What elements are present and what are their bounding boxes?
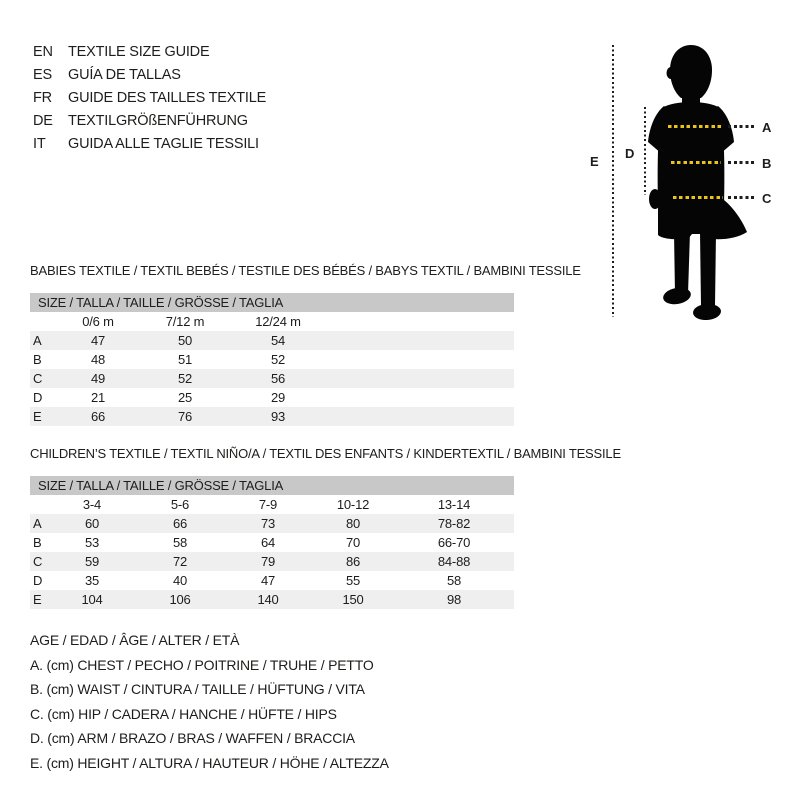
value-cell: 72 bbox=[172, 554, 188, 569]
value-cell: 84-88 bbox=[437, 554, 471, 569]
language-code: IT bbox=[33, 136, 46, 152]
waist-measure-label: B bbox=[762, 156, 772, 171]
value-cell: 76 bbox=[177, 409, 193, 424]
column-header-cell: 3-4 bbox=[82, 497, 102, 512]
legend-line-hip: C. (cm) HIP / CADERA / HANCHE / HÜFTE / HIPS bbox=[30, 705, 337, 722]
value-cell: 73 bbox=[260, 516, 276, 531]
waist-measure-dash-yellow bbox=[671, 161, 721, 164]
children-section-title: CHILDREN’S TEXTILE / TEXTIL NIÑO/A / TEXTIL DES ENFANTS / KINDERTEXTIL / BAMBINI TESSILE bbox=[30, 446, 621, 461]
value-cell: 64 bbox=[260, 535, 276, 550]
value-cell: 47 bbox=[260, 573, 276, 588]
language-label: GUIDA ALLE TAGLIE TESSILI bbox=[68, 136, 259, 152]
language-label: GUIDE DES TAILLES TEXTILE bbox=[68, 90, 267, 106]
value-cell: 70 bbox=[345, 535, 361, 550]
value-cell: 59 bbox=[84, 554, 100, 569]
table-row bbox=[30, 533, 514, 552]
measurement-figure bbox=[570, 20, 800, 328]
table-row bbox=[30, 331, 514, 350]
value-cell: 55 bbox=[345, 573, 361, 588]
empty-cell bbox=[30, 312, 48, 331]
language-label: TEXTILE SIZE GUIDE bbox=[68, 44, 210, 60]
legend-line-chest: A. (cm) CHEST / PECHO / POITRINE / TRUHE / PETTO bbox=[30, 656, 374, 673]
column-header-cell: 10-12 bbox=[336, 497, 370, 512]
value-cell: 49 bbox=[90, 371, 106, 386]
legend-line-age: AGE / EDAD / ÂGE / ALTER / ETÀ bbox=[30, 632, 240, 648]
babies-size-header: SIZE / TALLA / TAILLE / GRÖSSE / TAGLIA bbox=[30, 293, 514, 312]
empty-cell bbox=[334, 331, 514, 350]
babies-size-table bbox=[30, 293, 514, 426]
row-label-cell: D bbox=[33, 573, 43, 588]
value-cell: 58 bbox=[446, 573, 462, 588]
value-cell: 93 bbox=[270, 409, 286, 424]
hip-measure-dash-yellow bbox=[673, 196, 723, 199]
row-label-cell: C bbox=[33, 371, 43, 386]
height-measure-label: E bbox=[590, 154, 599, 169]
empty-cell bbox=[334, 312, 514, 331]
row-label-cell: B bbox=[33, 352, 42, 367]
empty-cell bbox=[30, 495, 48, 514]
column-header-cell: 7-9 bbox=[258, 497, 278, 512]
language-code: DE bbox=[33, 113, 53, 129]
column-header-cell: 7/12 m bbox=[165, 314, 205, 329]
child-silhouette-image bbox=[646, 42, 758, 324]
empty-cell bbox=[334, 388, 514, 407]
value-cell: 47 bbox=[90, 333, 106, 348]
height-measure-line bbox=[612, 45, 614, 317]
value-cell: 52 bbox=[270, 352, 286, 367]
column-header-cell: 13-14 bbox=[437, 497, 471, 512]
value-cell: 56 bbox=[270, 371, 286, 386]
language-label: GUÍA DE TALLAS bbox=[68, 67, 181, 83]
table-row bbox=[30, 571, 514, 590]
children-size-header: SIZE / TALLA / TAILLE / GRÖSSE / TAGLIA bbox=[30, 476, 514, 495]
row-label-cell: A bbox=[33, 516, 42, 531]
row-label-cell: D bbox=[33, 390, 43, 405]
value-cell: 140 bbox=[257, 592, 279, 607]
language-row bbox=[33, 64, 266, 87]
value-cell: 66-70 bbox=[437, 535, 471, 550]
legend-line-waist: B. (cm) WAIST / CINTURA / TAILLE / HÜFTUNG / VITA bbox=[30, 681, 365, 697]
value-cell: 35 bbox=[84, 573, 100, 588]
table-row bbox=[30, 552, 514, 571]
row-label-cell: E bbox=[33, 409, 42, 424]
chest-measure-dash bbox=[728, 125, 756, 128]
table-row bbox=[30, 369, 514, 388]
language-row bbox=[33, 41, 266, 64]
value-cell: 60 bbox=[84, 516, 100, 531]
legend-line-height: E. (cm) HEIGHT / ALTURA / HAUTEUR / HÖHE / ALTEZZA bbox=[30, 754, 389, 771]
row-label-cell: E bbox=[33, 592, 42, 607]
value-cell: 48 bbox=[90, 352, 106, 367]
language-row bbox=[33, 110, 266, 133]
value-cell: 106 bbox=[169, 592, 191, 607]
hip-measure-dash bbox=[728, 196, 756, 199]
table-row bbox=[30, 590, 514, 609]
value-cell: 52 bbox=[177, 371, 193, 386]
babies-column-header-row bbox=[30, 312, 514, 331]
measurement-legend bbox=[30, 628, 389, 775]
value-cell: 66 bbox=[172, 516, 188, 531]
empty-cell bbox=[334, 350, 514, 369]
value-cell: 104 bbox=[81, 592, 103, 607]
row-label-cell: B bbox=[33, 535, 42, 550]
row-label-cell: A bbox=[33, 333, 42, 348]
value-cell: 50 bbox=[177, 333, 193, 348]
value-cell: 29 bbox=[270, 390, 286, 405]
value-cell: 150 bbox=[342, 592, 364, 607]
language-title-list bbox=[33, 41, 266, 156]
value-cell: 86 bbox=[345, 554, 361, 569]
language-label: TEXTILGRÖßENFÜHRUNG bbox=[68, 113, 248, 129]
waist-measure-dash bbox=[728, 161, 756, 164]
table-row bbox=[30, 388, 514, 407]
column-header-cell: 12/24 m bbox=[255, 314, 301, 329]
value-cell: 25 bbox=[177, 390, 193, 405]
value-cell: 53 bbox=[84, 535, 100, 550]
arm-measure-label: D bbox=[625, 146, 635, 161]
babies-section-title: BABIES TEXTILE / TEXTIL BEBÉS / TESTILE DES BÉBÉS / BABYS TEXTIL / BAMBINI TESSILE bbox=[30, 263, 581, 278]
language-code: FR bbox=[33, 90, 52, 106]
value-cell: 21 bbox=[90, 390, 106, 405]
table-row bbox=[30, 514, 514, 533]
value-cell: 58 bbox=[172, 535, 188, 550]
language-row bbox=[33, 87, 266, 110]
empty-cell bbox=[334, 407, 514, 426]
children-size-table bbox=[30, 476, 514, 609]
language-row bbox=[33, 133, 266, 156]
chest-measure-dash-yellow bbox=[668, 125, 722, 128]
value-cell: 54 bbox=[270, 333, 286, 348]
value-cell: 66 bbox=[90, 409, 106, 424]
value-cell: 40 bbox=[172, 573, 188, 588]
empty-cell bbox=[334, 369, 514, 388]
chest-measure-label: A bbox=[762, 120, 772, 135]
value-cell: 98 bbox=[446, 592, 462, 607]
table-row bbox=[30, 350, 514, 369]
value-cell: 51 bbox=[177, 352, 193, 367]
row-label-cell: C bbox=[33, 554, 43, 569]
language-code: ES bbox=[33, 67, 52, 83]
value-cell: 78-82 bbox=[437, 516, 471, 531]
hip-measure-label: C bbox=[762, 191, 772, 206]
column-header-cell: 5-6 bbox=[170, 497, 190, 512]
value-cell: 79 bbox=[260, 554, 276, 569]
children-column-header-row bbox=[30, 495, 514, 514]
legend-line-arm: D. (cm) ARM / BRAZO / BRAS / WAFFEN / BRACCIA bbox=[30, 730, 355, 746]
value-cell: 80 bbox=[345, 516, 361, 531]
language-code: EN bbox=[33, 44, 53, 60]
column-header-cell: 0/6 m bbox=[82, 314, 114, 329]
table-row bbox=[30, 407, 514, 426]
